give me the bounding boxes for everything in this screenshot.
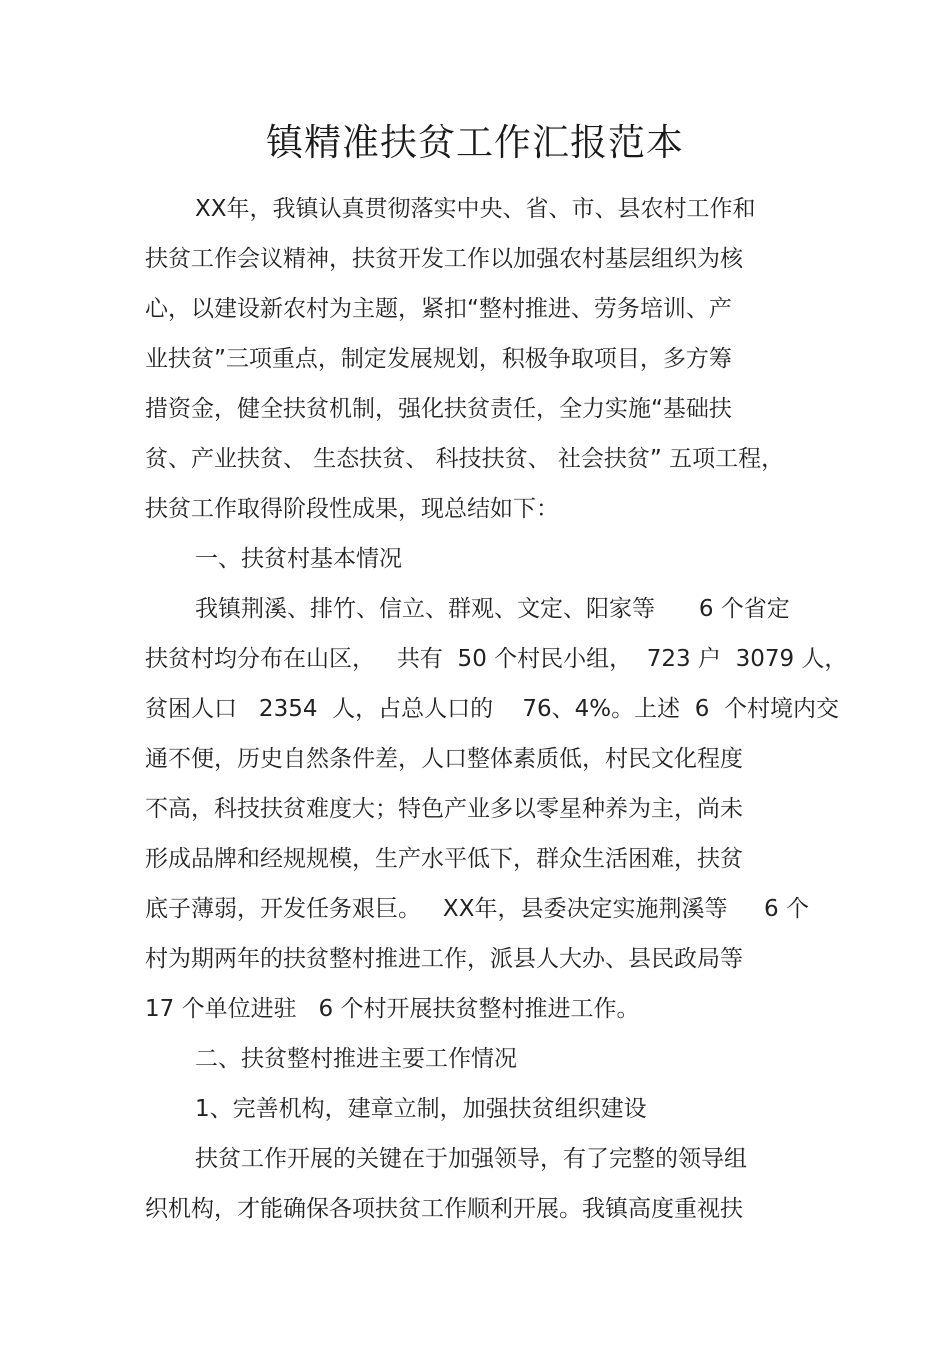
document-title: 镇精准扶贫工作汇报范本	[266, 121, 684, 164]
paragraph-line: 17 个单位进驻 6 个村开展扶贫整村推进工作。	[145, 996, 640, 1022]
paragraph-line: 底子薄弱，开发任务艰巨。 XX年，县委决定实施荆溪等 6 个	[145, 896, 809, 922]
paragraph-line: 心，以建设新农村为主题，紧扣“整村推进、劳务培训、产	[145, 296, 732, 322]
subsection-heading: 1、完善机构，建章立制，加强扶贫组织建设	[195, 1096, 647, 1122]
paragraph-line: 扶贫工作会议精神，扶贫开发工作以加强农村基层组织为核	[145, 246, 743, 272]
paragraph-line: 扶贫工作取得阶段性成果，现总结如下：	[145, 496, 559, 522]
paragraph-line: 贫困人口 2354 人，占总人口的 76、4%。上述 6 个村境内交	[145, 696, 839, 722]
paragraph-line: 贫、产业扶贫、 生态扶贫、 科技扶贫、 社会扶贫” 五项工程，	[145, 446, 785, 472]
paragraph-line: 村为期两年的扶贫整村推进工作，派县人大办、县民政局等	[145, 946, 743, 972]
paragraph-line: XX年，我镇认真贯彻落实中央、省、市、县农村工作和	[195, 196, 756, 222]
section-heading: 一、扶贫村基本情况	[195, 546, 402, 572]
paragraph-line: 措资金，健全扶贫机制，强化扶贫责任，全力实施“基础扶	[145, 396, 732, 422]
paragraph-line: 不高，科技扶贫难度大；特色产业多以零星种养为主，尚未	[145, 796, 743, 822]
section-heading: 二、扶贫整村推进主要工作情况	[195, 1046, 517, 1072]
paragraph-line: 织机构，才能确保各项扶贫工作顺利开展。我镇高度重视扶	[145, 1196, 743, 1222]
paragraph-line: 业扶贫”三项重点，制定发展规划，积极争取项目，多方筹	[145, 346, 732, 372]
paragraph-line: 形成品牌和经规规模，生产水平低下，群众生活困难，扶贫	[145, 846, 743, 872]
paragraph-line: 通不便，历史自然条件差，人口整体素质低，村民文化程度	[145, 746, 743, 772]
paragraph-line: 扶贫村均分布在山区， 共有 50 个村民小组， 723 户 3079 人，	[145, 646, 848, 672]
paragraph-line: 扶贫工作开展的关键在于加强领导，有了完整的领导组	[195, 1146, 747, 1172]
paragraph-line: 我镇荆溪、排竹、信立、群观、文定、阳家等 6 个省定	[195, 596, 790, 622]
